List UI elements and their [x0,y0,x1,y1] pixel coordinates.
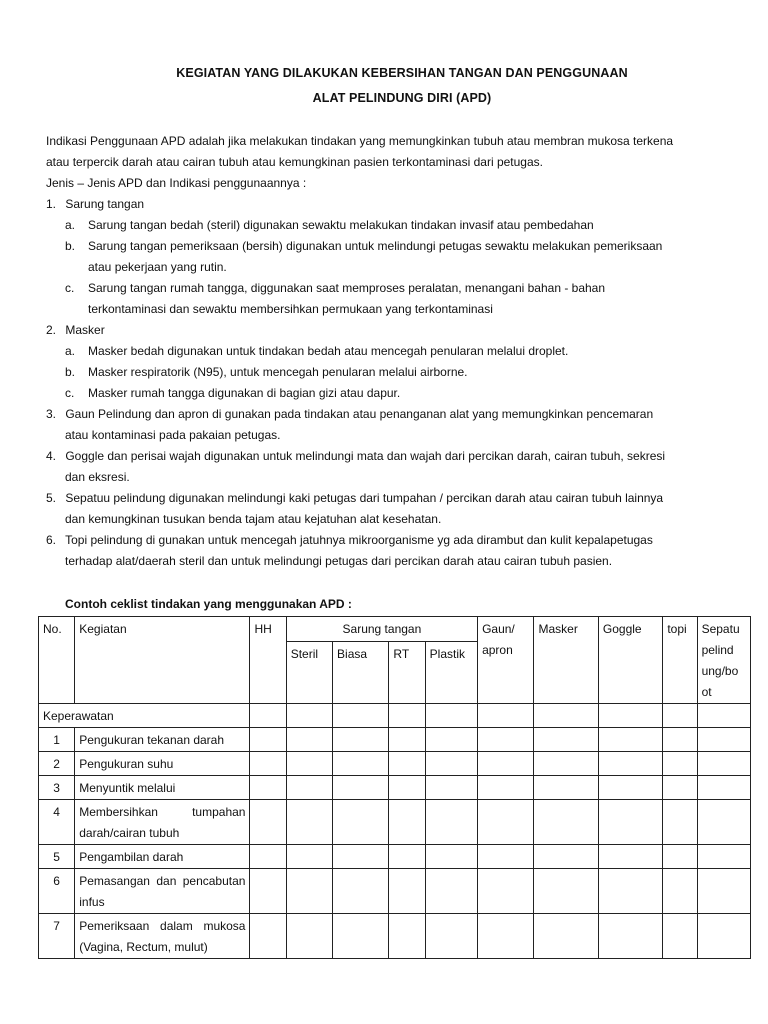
list-item [46,365,736,386]
table-row [39,869,751,914]
row-activity: Membersihkan tumpahan darah/cairan tubuh [75,800,250,845]
document-title-line1: KEGIATAN YANG DILAKUKAN KEBERSIHAN TANGAN DAN PENGGUNAAN [176,66,628,80]
header-sarung-tangan: Sarung tangan [286,617,477,642]
table-row [39,776,751,800]
list-number: a. [65,344,76,358]
table-row [39,800,751,845]
row-activity: Menyuntik melalui [75,776,250,800]
row-number: 7 [39,914,75,959]
row-number: 4 [39,800,75,845]
table-row [39,728,751,752]
list-number: 2. [46,323,57,337]
section-label: Keperawatan [39,704,250,728]
header-topi: topi [663,617,697,704]
list-continuation: atau pekerjaan yang rutin. [88,260,227,274]
list-number: b. [65,239,76,253]
list-item [46,533,736,554]
list-item [46,449,736,470]
header-rt: RT [389,642,425,704]
intro-line: Jenis – Jenis APD dan Indikasi penggunaannya : [46,176,307,190]
table-row [39,914,751,959]
row-activity: Pengukuran suhu [75,752,250,776]
row-number: 3 [39,776,75,800]
header-goggle: Goggle [598,617,662,704]
list-text: Sepatuu pelindung digunakan melindungi kaki petugas dari tumpahan / percikan darah atau cairan tubuh lainnya [65,491,664,505]
header-masker: Masker [534,617,598,704]
table-row [39,752,751,776]
row-number: 5 [39,845,75,869]
row-number: 1 [39,728,75,752]
list-text: Goggle dan perisai wajah digunakan untuk melindungi mata dan wajah dari percikan darah, cairan tubuh, sekresi [65,449,666,463]
list-continuation: atau kontaminasi pada pakaian petugas. [65,428,281,442]
header-sepatu: Sepatu pelind ung/bo ot [697,617,750,704]
intro-line: atau terpercik darah atau cairan tubuh atau kemungkinan pasien terkontaminasi dari petugas. [46,155,543,169]
header-plastik: Plastik [425,642,477,704]
list-text: Gaun Pelindung dan apron di gunakan pada tindakan atau penanganan alat yang memungkinkan pencemaran [65,407,654,421]
list-text: Sarung tangan [65,197,145,211]
section-row [39,704,751,728]
list-number: 4. [46,449,57,463]
list-continuation: dan eksresi. [65,470,130,484]
list-item [46,323,736,344]
row-activity: Pengukuran tekanan darah [75,728,250,752]
list-number: 6. [46,533,57,547]
row-activity: Pemasangan dan pencabutan infus [75,869,250,914]
list-text: Sarung tangan rumah tangga, diggunakan saat memproses peralatan, menangani bahan - bahan [88,281,606,295]
header-biasa: Biasa [333,642,389,704]
header-kegiatan: Kegiatan [75,617,250,704]
list-text: Masker bedah digunakan untuk tindakan bedah atau mencegah penularan melalui droplet. [88,344,569,358]
list-number: 5. [46,491,57,505]
list-number: 3. [46,407,57,421]
intro-line: Indikasi Penggunaan APD adalah jika melakukan tindakan yang memungkinkan tubuh atau membran mukosa terkena [46,134,674,148]
list-item [46,407,736,428]
document-title-line2: ALAT PELINDUNG DIRI (APD) [312,91,492,105]
list-continuation: terhadap alat/daerah steril dan untuk melindungi petugas dari percikan darah atau cairan tubuh pasien. [65,554,613,568]
row-number: 6 [39,869,75,914]
list-text: Sarung tangan pemeriksaan (bersih) digunakan untuk melindungi petugas sewaktu melakukan pemeriksaan [88,239,663,253]
list-number: a. [65,218,76,232]
list-text: Masker [65,323,105,337]
row-activity: Pengambilan darah [75,845,250,869]
table-row [39,845,751,869]
list-item [46,491,736,512]
list-item [46,281,736,302]
list-continuation: dan kemungkinan tusukan benda tajam atau kejatuhan alat kesehatan. [65,512,442,526]
list-text: Masker rumah tangga digunakan di bagian gizi atau dapur. [88,386,401,400]
list-item [46,197,736,218]
header-steril: Steril [286,642,332,704]
header-no: No. [39,617,75,704]
header-hh: HH [250,617,286,704]
list-text: Topi pelindung di gunakan untuk mencegah jatuhnya mikroorganisme yg ada dirambut dan kulit kepalapetugas [65,533,653,547]
header-gaun: Gaun/ apron [478,617,534,704]
list-text: Sarung tangan bedah (steril) digunakan sewaktu melakukan tindakan invasif atau pembedahan [88,218,594,232]
list-text: Masker respiratorik (N95), untuk mencegah penularan melalui airborne. [88,365,468,379]
body-text [46,134,736,575]
row-activity: Pemeriksaan dalam mukosa (Vagina, Rectum, mulut) [75,914,250,959]
list-item [46,344,736,365]
checklist-table [38,616,751,959]
list-item [46,239,736,260]
row-number: 2 [39,752,75,776]
list-number: c. [65,386,75,400]
list-continuation: terkontaminasi dan sewaktu membersihkan permukaan yang terkontaminasi [88,302,493,316]
list-number: 1. [46,197,57,211]
list-item [46,386,736,407]
table-header-row [39,617,751,642]
list-number: b. [65,365,76,379]
list-number: c. [65,281,75,295]
list-item [46,218,736,239]
checklist-heading: Contoh ceklist tindakan yang menggunakan APD : [65,597,352,611]
